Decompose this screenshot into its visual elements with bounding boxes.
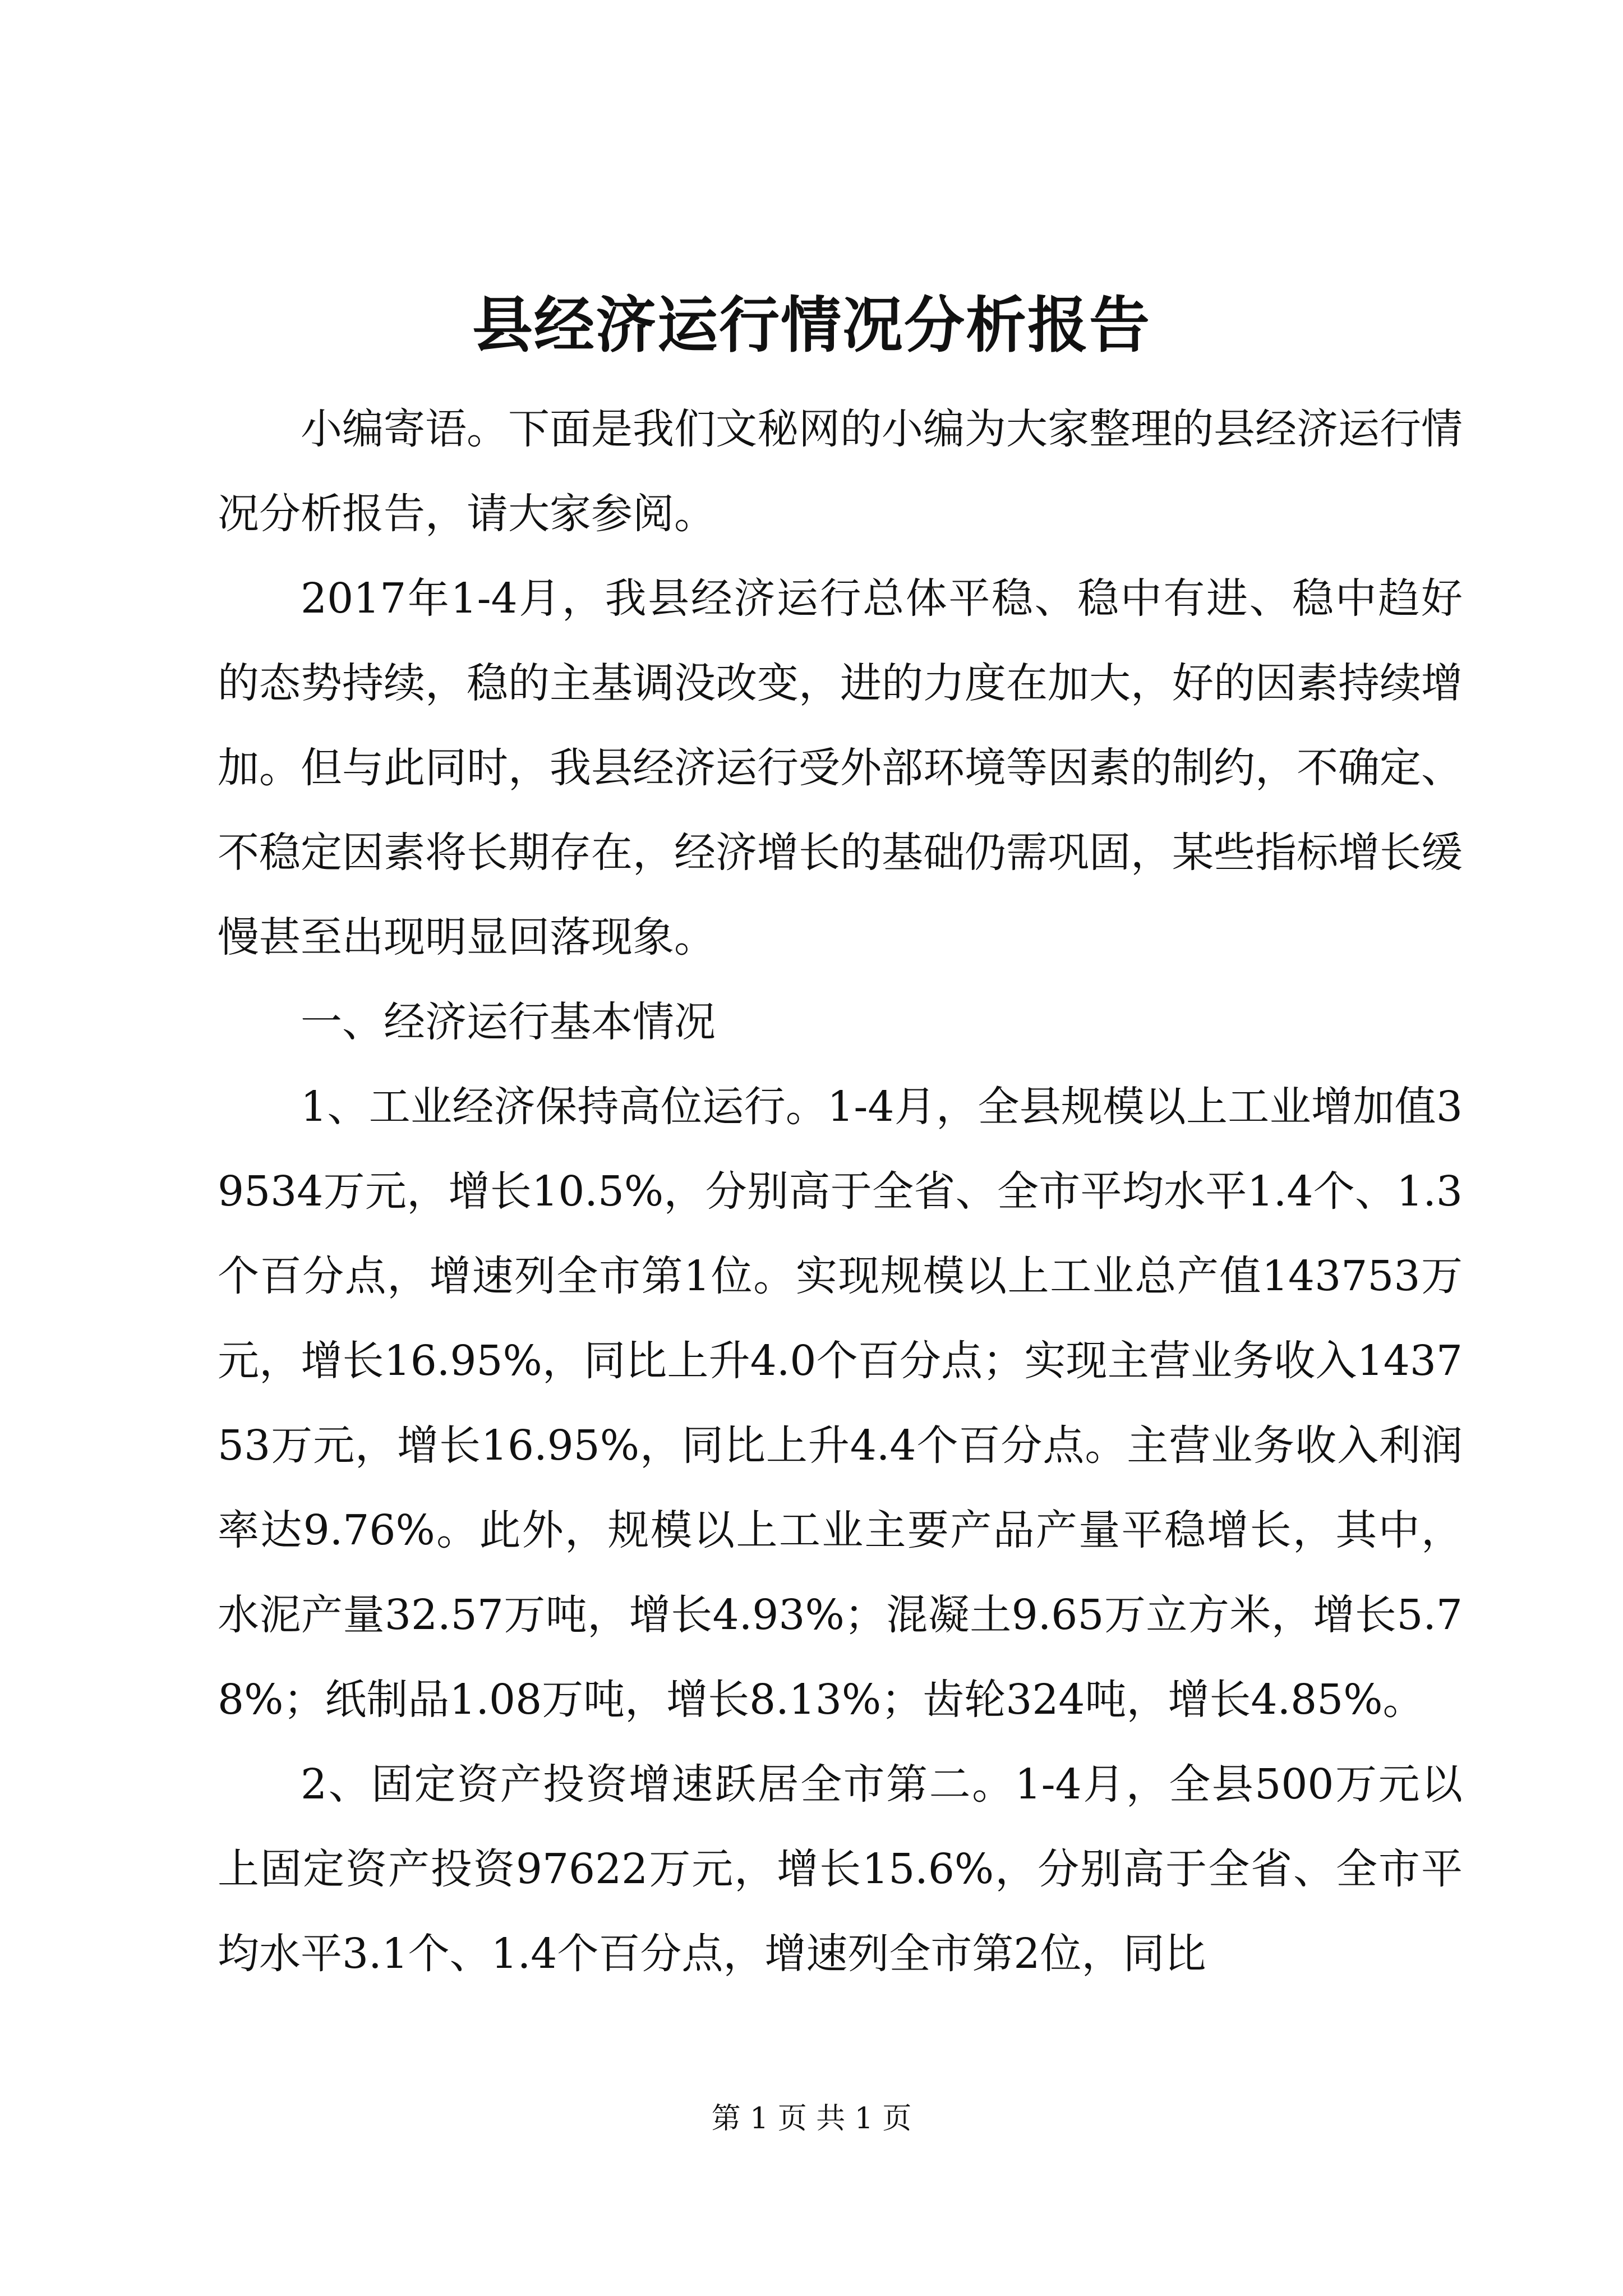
page-number-footer: 第 1 页 共 1 页 [711, 2102, 912, 2136]
paragraph-investment: 2、固定资产投资增速跃居全市第二。1-4月，全县500万元以上固定资产投资97622万元，增长15.6%，分别高于全省、全市平均水平3.1个、1.4个百分点，增速列全市第2位，同比 [218, 1760, 1463, 1978]
paragraph-industry: 1、工业经济保持高位运行。1-4月，全县规模以上工业增加值39534万元，增长10.5%，分别高于全省、全市平均水平1.4个、1.3个百分点，增速列全市第1位。实现规模以上工业总产值143753万元，增长16.95%，同比上升4.0个百分点；实现主营业务收入143753万元，增长16.95%，同比上升4.4个百分点。主营业务收入利润率达9.76%。此外，规模以上工业主要产品产量平稳增长，其中，水泥产量32.57万吨，增长4.93%；混凝土9.65万立方米，增长5.78%；纸制品1.08万吨，增长8.13%；齿轮324吨，增长4.85%。 [218, 1083, 1463, 1724]
document-body [218, 387, 1463, 1996]
document-title: 县经济运行情况分析报告 [472, 290, 1151, 361]
paragraph-overview: 2017年1-4月，我县经济运行总体平稳、稳中有进、稳中趋好的态势持续，稳的主基调没改变，进的力度在加大，好的因素持续增加。但与此同时，我县经济运行受外部环境等因素的制约，不确定、不稳定因素将长期存在，经济增长的基础仍需巩固，某些指标增长缓慢甚至出现明显回落现象。 [218, 574, 1463, 961]
section-heading: 一、经济运行基本情况 [301, 998, 716, 1046]
paragraph-intro: 小编寄语。下面是我们文秘网的小编为大家整理的县经济运行情况分析报告，请大家参阅。 [218, 405, 1463, 538]
